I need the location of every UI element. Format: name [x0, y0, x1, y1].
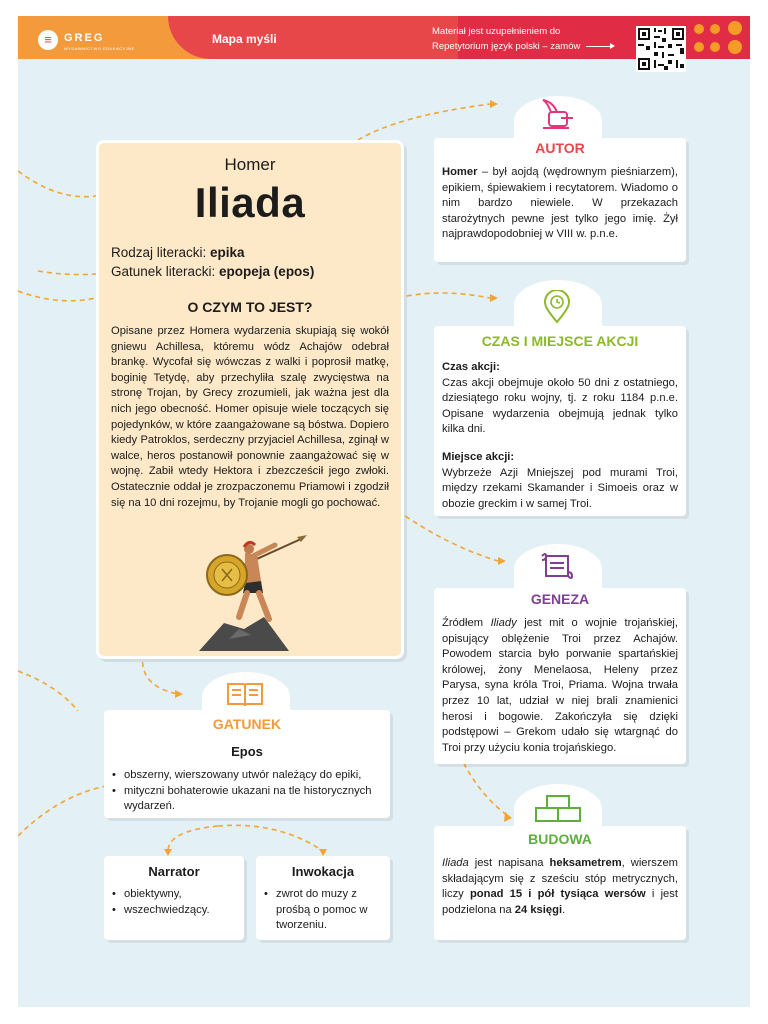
- promo-line-1: Materiał jest uzupełnieniem do: [432, 26, 561, 37]
- writer-icon: [539, 98, 575, 137]
- geneza-box: [434, 588, 686, 764]
- budowa-t8: .: [562, 903, 566, 916]
- spacer: [442, 438, 678, 450]
- czas-heading: CZAS I MIEJSCE AKCJI: [481, 333, 639, 349]
- genre-value: epika: [210, 245, 245, 260]
- about-heading: O CZYM TO JEST?: [187, 299, 313, 315]
- autor-name: Homer: [442, 166, 478, 178]
- budowa-t4: , wierszem składającym się z sześciu stóp metrycznych, liczy: [442, 857, 678, 901]
- geneza-text-b: jest mit o wojnie trojańskiej, opisujący oblężenie Troi przez Achajów. Powodem starcia było porwanie spartańskiej królowej, żony Menelaosa, Heleny przez Parysa, syna króla Troi, Priama. Wojna trwała przez 10 lat, udział w niej brali znamienici herosi i bogowie. Zakończyła się dzięki podstępowi – Grekom udało się wtargnąć do Troi przy użyciu konia trojańskiego.: [442, 617, 679, 754]
- geneza-text: [442, 616, 678, 756]
- time-text: Czas akcji obejmuje około 50 dni z ostatniego, dziesiątego roku wojny, tj. z roku 1184 p.n.e. Opisane wydarzenia obejmują jednak tylko kilka dni.: [442, 376, 678, 436]
- scroll-icon: [540, 552, 574, 587]
- type-label: Gatunek literacki:: [111, 264, 220, 279]
- budowa-box: [434, 826, 686, 940]
- warrior-illustration-icon: [189, 531, 309, 656]
- inwokacja-heading: Inwokacja: [291, 864, 355, 879]
- logo-text: GREG: [64, 32, 105, 44]
- genre-line: [111, 243, 314, 262]
- promo-text[interactable]: [432, 24, 614, 54]
- inwokacja-list: [264, 887, 384, 934]
- autor-text: [442, 165, 678, 243]
- gatunek-heading: GATUNEK: [212, 716, 282, 732]
- work-title: Iliada: [194, 179, 306, 226]
- geneza-text-em: Iliady: [490, 617, 517, 629]
- about-text: Opisane przez Homera wydarzenia skupiają się wokół gniewu Achillesa, któremu wódz Achajów odebrał brankę. Wycofał się wówczas z walki i poprosił matkę, boginię Tetydę, aby przechyliła szalę zwycięstwa na stronę Trojan, by Grecy zrozumieli, jak ważna jest dla nich jego obecność. Homer opisuje wiele toczących się pojedynków, w które zaangażowane są bóstwa. Dopiero kiedy Patroklos, serdeczny przyjaciel Achillesa, zginął w walce, heros postanowił ponownie zaangażować się w wojnę. Zabił wtedy Hektora i zbezcześcił jego zwłoki. Ostatecznie oddał je zrozpaczonemu Priamowi i zgodził się na 10 dni rozejmu, by Trojanie mogli go pochować.: [111, 325, 389, 509]
- autor-box: [434, 138, 686, 262]
- qr-code-icon[interactable]: [636, 26, 686, 72]
- budowa-t1: Iliada: [442, 857, 469, 869]
- narrator-bullet: • wszechwiedzący.: [112, 903, 238, 919]
- budowa-t6: i jest podzielona na: [442, 888, 678, 916]
- gatunek-subheading: Epos: [231, 744, 263, 759]
- bricks-icon: [534, 794, 582, 829]
- literary-meta: [111, 243, 314, 281]
- narrator-box: [104, 856, 244, 940]
- narrator-bullet: • obiektywny,: [112, 887, 238, 903]
- inwokacja-bullet: • zwrot do muzy z prośbą o pomoc w tworzeniu.: [264, 887, 384, 934]
- budowa-t7: 24 księgi: [514, 903, 563, 916]
- book-icon: [226, 680, 264, 713]
- gatunek-box: [104, 710, 390, 818]
- work-author: Homer: [224, 155, 276, 174]
- budowa-t5: ponad 15 i pół tysiąca wersów: [469, 888, 646, 901]
- place-label: Miejsce akcji:: [442, 450, 515, 463]
- narrator-heading: Narrator: [148, 864, 200, 879]
- type-value: epopeja (epos): [219, 264, 315, 279]
- gatunek-bullet: • obszerny, wierszowany utwór należący do epiki,: [112, 768, 384, 784]
- budowa-t3: heksametrem: [549, 857, 622, 869]
- inwokacja-box: [256, 856, 390, 940]
- budowa-t2: jest napisana: [468, 857, 550, 869]
- budowa-text: [442, 856, 678, 918]
- autor-description: – był aojdą (wędrownym pieśniarzem), epikiem, śpiewakiem i recytatorem. Wiadomo o nim bardzo niewiele. W przekazach starożytnych pewne jest tylko jego imię. Żył najprawdopodobniej w VIII w. p.n.e.: [442, 166, 678, 241]
- geneza-heading: GENEZA: [530, 591, 590, 607]
- time-label: Czas akcji:: [442, 361, 500, 373]
- logo-badge-icon: ≡: [38, 30, 58, 50]
- budowa-heading: BUDOWA: [528, 831, 592, 847]
- logo-wordmark: [64, 28, 135, 51]
- promo-line-2: Repetytorium język polski – zamów: [432, 41, 581, 52]
- main-card: [96, 140, 404, 659]
- geneza-text-a: Źródłem: [442, 617, 491, 629]
- genre-label: Rodzaj literacki:: [111, 245, 211, 260]
- autor-heading: AUTOR: [535, 140, 585, 156]
- promo-line-2-wrap: [432, 39, 614, 54]
- type-line: [111, 262, 314, 281]
- header-bar: [18, 16, 750, 59]
- narrator-list: [112, 887, 238, 918]
- gatunek-bullet: • mityczni bohaterowie ukazani na tle historycznych wydarzeń.: [112, 784, 384, 815]
- publisher-logo[interactable]: [38, 28, 135, 51]
- czas-box: [434, 326, 686, 516]
- mind-map-page: [18, 16, 750, 1007]
- logo-subtext: WYDAWNICTWO EDUKACYJNE: [64, 46, 135, 51]
- header-title: Mapa myśli: [212, 32, 277, 46]
- gatunek-list: [112, 768, 384, 815]
- place-text: Wybrzeże Azji Mniejszej pod murami Troi, między rzekami Skamander i Simoeis oraz w obozie greckim i w samej Troi.: [442, 466, 678, 510]
- arrow-right-icon: [586, 46, 614, 47]
- clock-pin-icon: [543, 290, 571, 329]
- czas-body: [442, 360, 678, 512]
